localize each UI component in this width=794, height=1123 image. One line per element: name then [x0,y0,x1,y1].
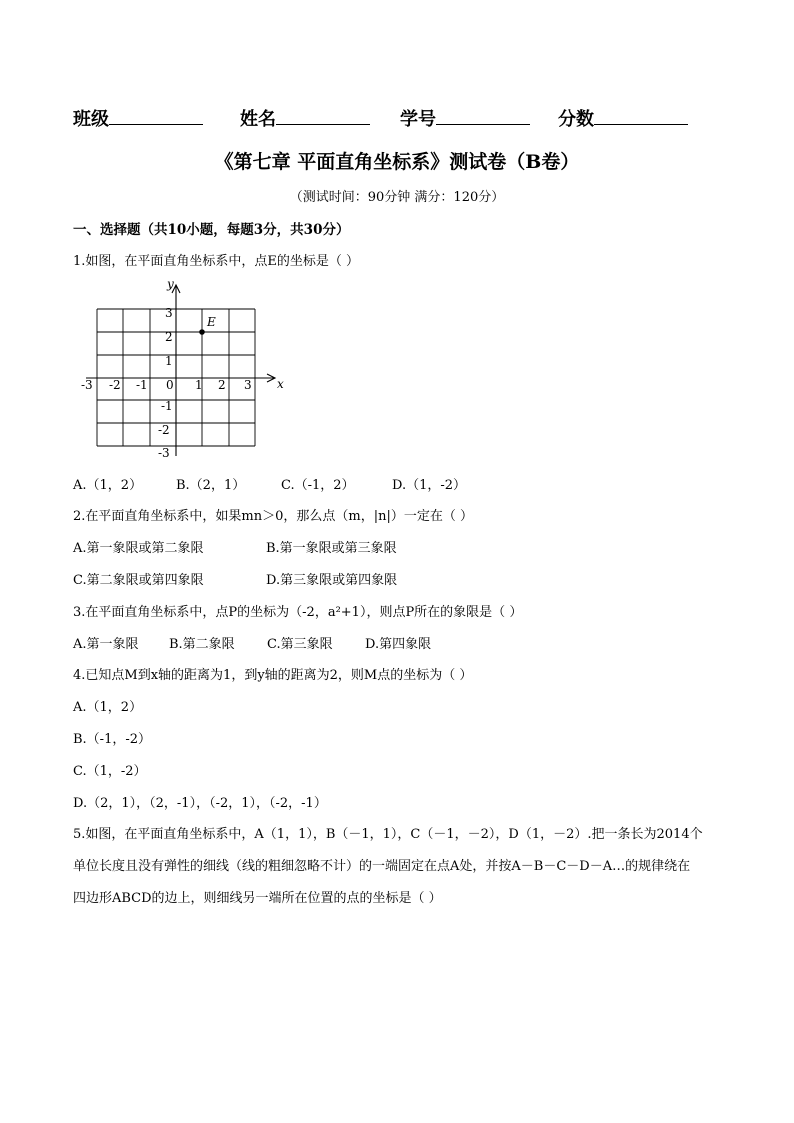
class-field[interactable] [73,105,203,131]
y-tick: 1 [165,354,173,368]
section-heading: 一、选择题（共10小题，每题3分，共30分） [73,222,350,238]
q4-option-a[interactable]: A.（1，2） [73,700,143,715]
question-1-stem: 1.如图，在平面直角坐标系中，点E的坐标是（ ） [73,254,360,269]
coordinate-figure [78,274,282,464]
y-tick: 2 [165,330,173,344]
q1-option-c[interactable]: C.（-1，2） [281,478,355,493]
y-axis-label: y [167,277,174,291]
q2-option-b[interactable]: B.第一象限或第三象限 [266,541,397,556]
x-tick: -3 [81,378,93,392]
x-tick: 0 [166,378,174,392]
q4-option-b[interactable]: B.（-1，-2） [73,732,152,747]
question-4-stem: 4.已知点M到x轴的距离为1，到y轴的距离为2，则M点的坐标为（ ） [73,668,473,683]
name-field[interactable] [240,105,370,131]
q1-option-a[interactable]: A.（1，2） [73,478,143,493]
point-e [199,329,205,335]
q3-option-c[interactable]: C.第三象限 [267,637,333,652]
score-field[interactable] [558,105,688,131]
student-id-label: 学号 [400,109,436,130]
question-3-stem: 3.在平面直角坐标系中，点P的坐标为（-2，a²+1），则点P所在的象限是（ ） [73,605,523,620]
y-tick: -3 [158,446,170,460]
y-tick: -1 [161,399,173,413]
q4-option-d[interactable]: D.（2，1），（2，-1），（-2，1），（-2，-1） [73,796,327,811]
question-5-line-1: 5.如图，在平面直角坐标系中，A（1，1），B（－1，1），C（－1，－2），D（1，－2）.把一条长为2014个 [73,827,703,842]
q4-option-c[interactable]: C.（1，-2） [73,764,147,779]
page-title: 《第七章 平面直角坐标系》测试卷（B卷） [214,151,580,173]
question-2-stem: 2.在平面直角坐标系中，如果mn＞0，那么点（m，|n|）一定在（ ） [73,509,473,524]
q3-option-a[interactable]: A.第一象限 [73,637,139,652]
q2-option-a[interactable]: A.第一象限或第二象限 [73,541,204,556]
q3-option-b[interactable]: B.第二象限 [169,637,235,652]
q1-option-b[interactable]: B.（2，1） [176,478,246,493]
q2-option-d[interactable]: D.第三象限或第四象限 [266,573,398,588]
x-tick: -2 [109,378,121,392]
name-blank[interactable] [276,106,370,125]
q3-option-d[interactable]: D.第四象限 [365,637,432,652]
axes [86,285,275,456]
q2-option-c[interactable]: C.第二象限或第四象限 [73,573,204,588]
y-tick: 3 [165,306,173,320]
x-tick: -1 [136,378,148,392]
x-axis-label: x [277,377,284,391]
student-id-field[interactable] [400,105,530,131]
x-tick: 2 [218,378,226,392]
page-subtitle: （测试时间：90分钟 满分：120分） [289,190,505,205]
question-5-line-3: 四边形ABCD的边上，则细线另一端所在位置的点的坐标是（ ） [73,891,442,906]
q1-option-d[interactable]: D.（1，-2） [392,478,467,493]
score-blank[interactable] [594,106,688,125]
student-id-blank[interactable] [436,106,530,125]
y-tick: -2 [158,423,170,437]
class-label: 班级 [73,109,109,130]
x-tick: 1 [195,378,203,392]
class-blank[interactable] [109,106,203,125]
point-e-label: E [207,315,216,329]
name-label: 姓名 [240,109,276,130]
x-tick: 3 [244,378,252,392]
score-label: 分数 [558,109,594,130]
question-5-line-2: 单位长度且没有弹性的细线（线的粗细忽略不计）的一端固定在点A处，并按A－B－C－D－A…的规律绕在 [73,859,691,874]
